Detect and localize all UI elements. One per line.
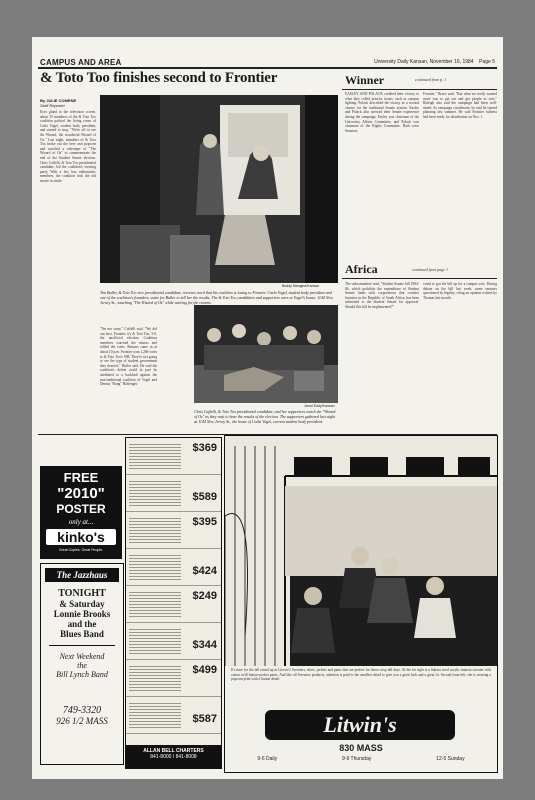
price-item [126, 475, 221, 512]
lead-story-column-3 [160, 327, 192, 433]
price-item [126, 697, 221, 734]
winner-rule [342, 89, 497, 90]
lead-story-column-2: "I'm not sorry," Caffelli said. "We did our best. Frontier, it's & Toto Too, 3-0, the unofficial election. Coalition members watched the returns and tallied the votes. Returns came in at about 10 p.m. Frontier won 1,286 votes to & Toto Too's 908. They're not going to see the type of student government they deserve," Buller said. He said the coalition's defeat could in part be attributed to a backlash against the non-traditional coalition of Vogel and Dennis "Bong" Haffenger. [100, 327, 157, 387]
litwins-hours-thursday: 9-9 Thursday [342, 756, 372, 762]
price-label: $395 [192, 516, 217, 528]
africa-heading: Africa [345, 262, 378, 276]
price-item-text-lines [129, 479, 181, 507]
price-item-text-lines [129, 516, 181, 544]
ad-fineprint: Great Copies. Great People. [58, 548, 104, 552]
price-label: $587 [192, 713, 217, 725]
dateline: University Daily Kansan, November 16, 1984 Page 5 [374, 59, 495, 65]
second-photo-caption: Chris Caffelli, & Toto Too presidential candidate, and her supporters watch the "Wizard of Oz" as they wait to hear the results of the election. The supporters gathered last night at 1144 New Jersey St., the home of Carla Vogel, current student body president. [194, 409, 336, 424]
price-item-text-lines [129, 442, 181, 470]
lead-headline: & Toto Too finishes second to Frontier [40, 70, 278, 86]
litwins-address: 830 MASS [339, 743, 383, 753]
litwins-logo: Litwin's [265, 710, 455, 740]
litwins-caption: It's time for the fall round up at Litwin's! Sweaters, shirts, jackets and pants that are perfect for those crisp fall days. At the far right is a Sahara wool acrylic intarsia sweater with cotton twill button-pocket pants. And like all Sweaters products, attention is paid to the smallest detail to give you a great look and a great fit. Second from left, she is wearing a popcorn print with a button detail. [231, 668, 491, 682]
price-item [126, 586, 221, 623]
ad-year: "2010" [57, 485, 105, 502]
winner-column-2: Frontier," Bruce said. "But what we really wanted more was to get out and get people to vote." Raleigh also said the campaign had been well-timed. As campaign coordinator, he said he started planning last summer. He said Frontier fullness had been ready for distribution on Nov. 1. [423, 92, 497, 119]
ad-free: FREE [63, 470, 99, 485]
second-photo [194, 305, 338, 403]
price-item-text-lines [129, 664, 181, 692]
jazz-next-the: the [77, 661, 87, 670]
africa-column-1: The subcommittee read, "Student Senate bill 1984-86, which prohibits the expenditure of Student Senate funds with corporations that conduct business in the Republic of South Africa, has been submitted to the Student Senate for approval. Should this bill be implemented?" [345, 282, 419, 309]
lead-photo-image [100, 95, 338, 283]
price-label: $369 [192, 442, 217, 454]
price-item-text-lines [129, 590, 181, 618]
jazz-performer-band: Blues Band [60, 629, 104, 639]
second-photo-credit: Jarod Eddy/Kansan [304, 404, 335, 408]
jazz-next-band: Bill Lynch Band [56, 670, 108, 679]
price-label: $424 [192, 565, 217, 577]
price-item [126, 660, 221, 697]
winner-continued: continued from p. 1 [415, 77, 447, 82]
price-item-text-lines [129, 627, 181, 655]
jazz-performer: Lonnie Brooks [53, 609, 111, 619]
africa-continued: continued from page 1 [412, 267, 448, 272]
price-label: $499 [192, 664, 217, 676]
kinkos-logo: kinko's [46, 529, 116, 545]
section-label: CAMPUS AND AREA [40, 58, 122, 67]
jazzhaus-logo: The Jazzhaus [45, 568, 119, 582]
winner-heading: Winner [345, 73, 385, 87]
jazz-tonight: TONIGHT [58, 588, 106, 599]
kinkos-ad [40, 466, 122, 559]
price-item [126, 512, 221, 549]
africa-rule [342, 278, 497, 279]
travel-ad [125, 437, 222, 769]
litwins-hours-sunday: 12-5 Sunday [436, 756, 465, 762]
travel-ad-footer: ALLAN BELL CHARTERS 841-8000 / 841-8008 [126, 745, 221, 768]
price-label: $589 [192, 491, 217, 503]
price-item [126, 623, 221, 660]
newspaper-page [32, 37, 503, 779]
price-item-text-lines [129, 701, 181, 729]
ad-only-at: only at... [68, 518, 94, 526]
winner-column-1: EASLEY AND POLACK credited their victory to what they called priority issues, such as campus lighting. Polack described the victory as a second chance for the traditional Senate system. Easley and Polack also stressed their Senate experience during the campaign. Easley was chairman of the University Affairs Committee, and Polack was chairman of the Rights Committee. Both were Senators. [345, 92, 419, 133]
lead-photo-credit: Buddy Mangine/Kansan [282, 284, 320, 288]
jazz-next: Next Weekend [59, 652, 105, 661]
litwins-ad [224, 435, 498, 773]
price-item-text-lines [129, 553, 181, 581]
second-photo-image [194, 305, 338, 403]
litwins-photo [225, 436, 497, 666]
byline: By JULIE COMENE Staff Reporter [40, 98, 77, 108]
lead-photo-caption: Tim Buller, & Toto Too vice presidential candidate, receives word that his coalition is losing to Frontier. Carla Vogel, student body president and one of the coalition's founders, waits for Buller to tell her the results. The & Toto Too candidates and supporters were at Vogel's house, 1144 New Jersey St., watching "The Wizard of Oz" while waiting for the returns. [100, 290, 334, 305]
africa-column-2: voted to gut the bill up for a campus vote. During debate on the bill last week, some senators questioned its legality, citing an opinion written by Thomas last month. [423, 282, 497, 300]
price-label: $249 [192, 590, 217, 602]
ad-poster-word: POSTER [56, 502, 106, 516]
jazz-saturday: & Saturday [59, 599, 105, 609]
jazzhaus-ad [40, 563, 124, 765]
jazz-performer-and: and the [67, 619, 97, 629]
jazz-phone: 749-3320 [62, 705, 102, 716]
lead-story-column-1: Eyes glued to the television screen, about 35 members of the & Toto Too coalition packed the living room of Carla Vogel, student body president, and started to sing. "We're off to see the Wizard, the wonderful Wizard of Oz." Last night, members of & Toto Too broke out the beer and popcorn and watched a videotape of "The Wizard of Oz" to commemorate the end of the Student Senate election. Chris Caffelli, & Toto Too presidential candidate, led the coalition's viewing party. With a few less enthusiastic members, the coalition took the old movie in stride. [40, 110, 96, 183]
litwins-hours-daily: 9-6 Daily [257, 756, 278, 762]
jazz-divider [49, 645, 115, 646]
price-item [126, 549, 221, 586]
jazz-address: 926 1/2 MASS [56, 716, 108, 726]
price-item [126, 438, 221, 475]
lead-photo [100, 95, 338, 283]
litwins-hours [225, 756, 497, 762]
price-label: $344 [192, 639, 217, 651]
price-list [126, 438, 221, 734]
header-rule [38, 67, 497, 69]
